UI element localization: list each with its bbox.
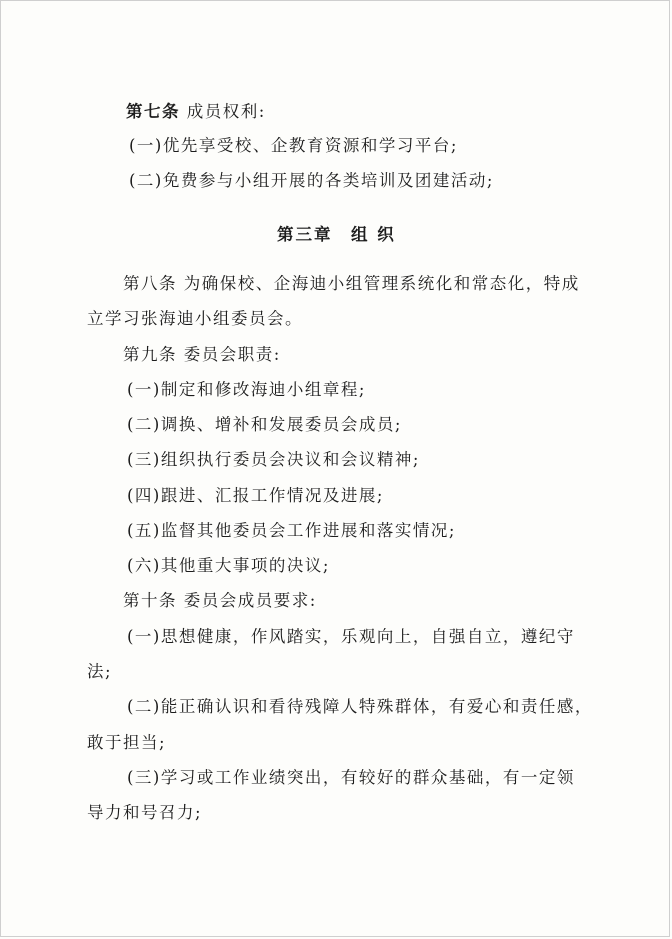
article-10-heading: 第十条 委员会成员要求: (123, 591, 317, 610)
article-9-item-2: (二)调换、增补和发展委员会成员; (127, 415, 402, 434)
article-9-item-1: (一)制定和修改海迪小组章程; (127, 380, 366, 399)
article-7-heading: 第七条 (126, 102, 180, 121)
article-10-item-1-line-1: (一)思想健康，作风踏实，乐观向上，自强自立，遵纪守 (127, 627, 575, 646)
article-8-line-1: 第八条 为确保校、企海迪小组管理系统化和常态化，特成 (123, 274, 580, 293)
article-10-item-3-line-1: (三)学习或工作业绩突出，有较好的群众基础，有一定领 (127, 768, 575, 787)
article-9-item-5: (五)监督其他委员会工作进展和落实情况; (127, 521, 456, 540)
article-10-item-2-line-1: (二)能正确认识和看待残障人特殊群体，有爱心和责任感， (127, 697, 593, 716)
article-7-text: 成员权利: (186, 102, 266, 121)
article-10-item-2-line-2: 敢于担当; (87, 733, 167, 752)
article-8-line-2: 立学习张海迪小组委员会。 (87, 309, 303, 328)
article-9-item-4: (四)跟进、汇报工作情况及进展; (127, 486, 384, 505)
article-7-item-2: (二)免费参与小组开展的各类培训及团建活动; (129, 171, 494, 190)
article-10-item-1-line-2: 法; (87, 662, 113, 681)
article-10-item-3-line-2: 导力和号召力; (87, 803, 203, 822)
article-7-item-1: (一)优先享受校、企教育资源和学习平台; (129, 136, 458, 155)
article-9-heading: 第九条 委员会职责: (123, 345, 281, 364)
chapter-3-title: 第三章 组 织 (277, 225, 396, 244)
article-7-line (126, 104, 266, 121)
article-9-item-3: (三)组织执行委员会决议和会议精神; (127, 450, 420, 469)
article-9-item-6: (六)其他重大事项的决议; (127, 556, 330, 575)
